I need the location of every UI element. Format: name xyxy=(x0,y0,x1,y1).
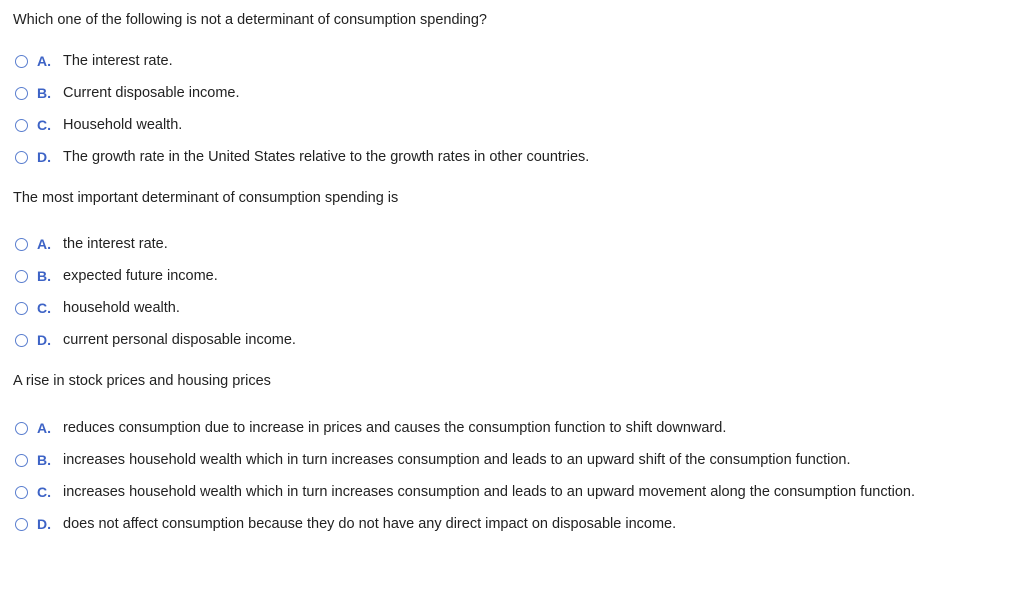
option-letter: C. xyxy=(37,300,51,316)
option-text: the interest rate. xyxy=(63,236,168,252)
question-2-option-d[interactable] xyxy=(15,330,296,350)
option-text: Household wealth. xyxy=(63,117,183,133)
radio-button-icon[interactable] xyxy=(15,518,28,531)
option-text: increases household wealth which in turn increases consumption and leads to an upward shift of the consumption function. xyxy=(63,452,851,468)
option-letter: D. xyxy=(37,516,51,532)
question-3-option-a[interactable] xyxy=(15,418,726,438)
option-letter: A. xyxy=(37,420,51,436)
option-letter: D. xyxy=(37,149,51,165)
radio-button-icon[interactable] xyxy=(15,302,28,315)
radio-button-icon[interactable] xyxy=(15,87,28,100)
option-letter: C. xyxy=(37,117,51,133)
question-3-option-c[interactable] xyxy=(15,482,915,502)
option-text: Current disposable income. xyxy=(63,85,240,101)
question-2-option-c[interactable] xyxy=(15,298,180,318)
question-2-prompt: The most important determinant of consumption spending is xyxy=(13,190,399,206)
question-1-option-c[interactable] xyxy=(15,115,182,135)
radio-button-icon[interactable] xyxy=(15,151,28,164)
option-letter: B. xyxy=(37,85,51,101)
question-1-option-a[interactable] xyxy=(15,51,173,71)
radio-button-icon[interactable] xyxy=(15,454,28,467)
question-3-option-b[interactable] xyxy=(15,450,851,470)
radio-button-icon[interactable] xyxy=(15,270,28,283)
radio-button-icon[interactable] xyxy=(15,422,28,435)
option-text: increases household wealth which in turn increases consumption and leads to an upward movement along the consumption function. xyxy=(63,484,915,500)
question-3-option-d[interactable] xyxy=(15,514,676,534)
option-letter: C. xyxy=(37,484,51,500)
question-1-prompt: Which one of the following is not a determinant of consumption spending? xyxy=(13,12,487,28)
option-text: current personal disposable income. xyxy=(63,332,296,348)
option-text: expected future income. xyxy=(63,268,218,284)
question-2-option-b[interactable] xyxy=(15,266,218,286)
option-text: does not affect consumption because they do not have any direct impact on disposable income. xyxy=(63,516,677,532)
option-letter: B. xyxy=(37,452,51,468)
option-letter: D. xyxy=(37,332,51,348)
option-letter: A. xyxy=(37,236,51,252)
radio-button-icon[interactable] xyxy=(15,486,28,499)
option-text: household wealth. xyxy=(63,300,180,316)
question-2-option-a[interactable] xyxy=(15,234,168,254)
option-text: The interest rate. xyxy=(63,53,173,69)
option-letter: B. xyxy=(37,268,51,284)
option-letter: A. xyxy=(37,53,51,69)
radio-button-icon[interactable] xyxy=(15,238,28,251)
question-3-prompt: A rise in stock prices and housing prices xyxy=(13,373,271,389)
option-text: reduces consumption due to increase in prices and causes the consumption function to shift downward. xyxy=(63,420,727,436)
radio-button-icon[interactable] xyxy=(15,55,28,68)
option-text: The growth rate in the United States relative to the growth rates in other countries. xyxy=(63,149,590,165)
question-1-option-b[interactable] xyxy=(15,83,240,103)
radio-button-icon[interactable] xyxy=(15,334,28,347)
question-1-option-d[interactable] xyxy=(15,147,589,167)
radio-button-icon[interactable] xyxy=(15,119,28,132)
